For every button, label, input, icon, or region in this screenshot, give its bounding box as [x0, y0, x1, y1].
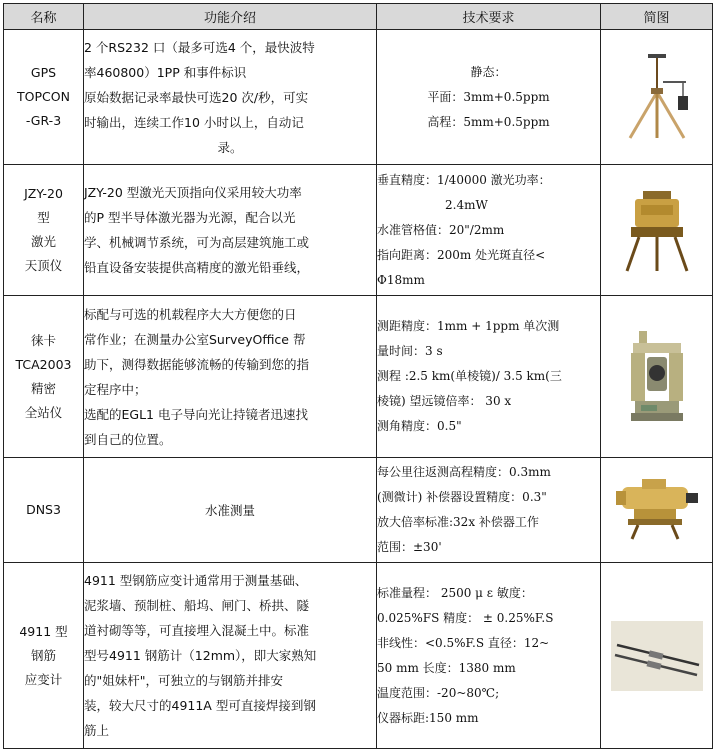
function-line: 助下，测得数据能够流畅的传输到您的指 [84, 356, 310, 372]
function-line: 的"姐妹杆"，可独立的与钢筋并排安 [84, 673, 283, 688]
function-line: 水准测量 [204, 502, 255, 518]
row-function [84, 296, 377, 458]
function-line: 泥浆墙、预制桩、船坞、闸门、桥拱、隧 [84, 598, 310, 613]
row-name [4, 563, 84, 749]
row-name [4, 296, 84, 458]
function-line: 时输出，连续工作10 小时以上，自动记 [84, 114, 304, 130]
row-diagram [601, 165, 713, 296]
tech-line: 温度范围：-20~80℃; [377, 685, 500, 700]
row-function [84, 165, 377, 296]
function-line: 道衬砌等等，可直接埋入混凝土中。标准 [84, 623, 310, 638]
header-row [4, 4, 713, 30]
tech-line: 标准量程： 2500 μ ε 敏度： [377, 585, 533, 600]
function-line: 型号4911 钢筋计（12mm），即大家熟知 [84, 648, 317, 663]
function-line: 2 个RS232 口（最多可选4 个，最快波特 [84, 39, 315, 55]
strain-gauge-rods-icon [611, 621, 703, 691]
row-diagram [601, 30, 713, 165]
row-tech [377, 30, 601, 165]
function-line: 常作业；在测量办公室SurveyOffice 帮 [84, 331, 306, 347]
name-line: DNS3 [26, 502, 61, 517]
header-diagram: 简图 [601, 4, 713, 30]
tech-line: 放大倍率标准:32x 补偿器工作 [377, 515, 539, 529]
row-diagram [601, 458, 713, 563]
row-name [4, 458, 84, 563]
tech-line: 每公里往返测高程精度：0.3mm [377, 465, 551, 479]
tech-line: Φ18mm [377, 272, 425, 287]
row-diagram [601, 563, 713, 749]
total-station-icon [617, 327, 697, 427]
name-line: 精密 [30, 380, 56, 396]
tech-line: 范围：±30' [377, 540, 442, 554]
name-line: 4911 型 [19, 623, 68, 639]
function-line: 的P 型半导体激光器为光源，配合以光 [84, 210, 296, 225]
row-name [4, 165, 84, 296]
function-line: 原始数据记录率最快可选20 次/秒，可实 [84, 89, 309, 105]
tech-line: 50 mm 长度：1380 mm [377, 660, 516, 675]
name-line: GPS [30, 65, 57, 80]
tech-line: 非线性：<0.5%F.S 直径：12~ [377, 635, 550, 650]
gps-tripod-icon [616, 52, 698, 142]
row-tech [377, 458, 601, 563]
tech-line: 2.4mW [445, 197, 488, 212]
tech-line: 棱镜) 望远镜倍率： 30 x [377, 394, 512, 408]
laser-zenith-icon [617, 185, 697, 275]
tech-line: 指向距离：200m 处光斑直径< [377, 247, 546, 262]
table-row [4, 563, 713, 749]
name-line: JZY-20 [24, 186, 63, 201]
tech-line: 仪器标距:150 mm [377, 710, 479, 725]
table-row [4, 296, 713, 458]
function-line: 到自己的位置。 [84, 431, 172, 447]
name-line: 应变计 [24, 671, 63, 687]
tech-line: 平面：3mm+0.5ppm [427, 89, 550, 104]
row-function [84, 30, 377, 165]
header-function: 功能介绍 [84, 4, 377, 30]
name-line: 全站仪 [24, 404, 63, 420]
tech-line: 测角精度：0.5" [377, 419, 462, 433]
tech-line: (测微计) 补偿器设置精度：0.3" [377, 490, 547, 504]
function-line: 录。 [217, 139, 243, 155]
function-line: JZY-20 型激光天顶指向仪采用较大功率 [84, 185, 302, 200]
name-line: 型 [37, 210, 50, 225]
function-line: 4911 型钢筋应变计通常用于测量基础、 [84, 573, 308, 588]
name-line: 激光 [30, 234, 56, 249]
equipment-spec-table [3, 3, 713, 749]
row-tech [377, 165, 601, 296]
tech-line: 测距精度：1mm + 1ppm 单次测 [377, 319, 560, 333]
function-line: 装，较大尺寸的4911A 型可直接焊接到钢 [84, 698, 316, 713]
tech-line: 垂直精度：1/40000 激光功率： [377, 172, 551, 187]
tech-line: 0.025%FS 精度： ± 0.25%F.S [377, 610, 554, 625]
table-row [4, 30, 713, 165]
name-line: 钢筋 [30, 647, 56, 663]
tech-line: 测程 :2.5 km(单棱镜)/ 3.5 km(三 [377, 369, 562, 383]
row-name [4, 30, 84, 165]
name-line: -GR-3 [25, 113, 62, 128]
header-tech: 技术要求 [377, 4, 601, 30]
tech-line: 水准管格值：20"/2mm [377, 222, 505, 237]
name-line: TOPCON [17, 89, 70, 104]
function-line: 学、机械调节系统，可为高层建筑施工或 [84, 235, 310, 250]
level-instrument-icon [612, 475, 702, 545]
tech-line: 量时间：3 s [377, 344, 443, 358]
name-line: 徕卡 [30, 332, 56, 348]
function-line: 筋上 [84, 723, 110, 738]
row-tech [377, 563, 601, 749]
function-line: 铅直设备安装提供高精度的激光铅垂线， [84, 260, 310, 275]
row-function [84, 458, 377, 563]
name-line: TCA2003 [15, 356, 72, 372]
table-row [4, 458, 713, 563]
row-function [84, 563, 377, 749]
header-name: 名称 [4, 4, 84, 30]
table-row [4, 165, 713, 296]
function-line: 率460800）1PP 和事件标识 [84, 64, 247, 80]
row-diagram [601, 296, 713, 458]
name-line: 天顶仪 [24, 258, 63, 273]
tech-line: 静态： [470, 64, 507, 79]
function-line: 选配的EGL1 电子导向光让持镜者迅速找 [84, 406, 308, 422]
function-line: 标配与可选的机载程序大大方便您的日 [84, 306, 297, 322]
tech-line: 高程：5mm+0.5ppm [427, 114, 550, 129]
row-tech [377, 296, 601, 458]
function-line: 定程序中； [84, 381, 147, 397]
